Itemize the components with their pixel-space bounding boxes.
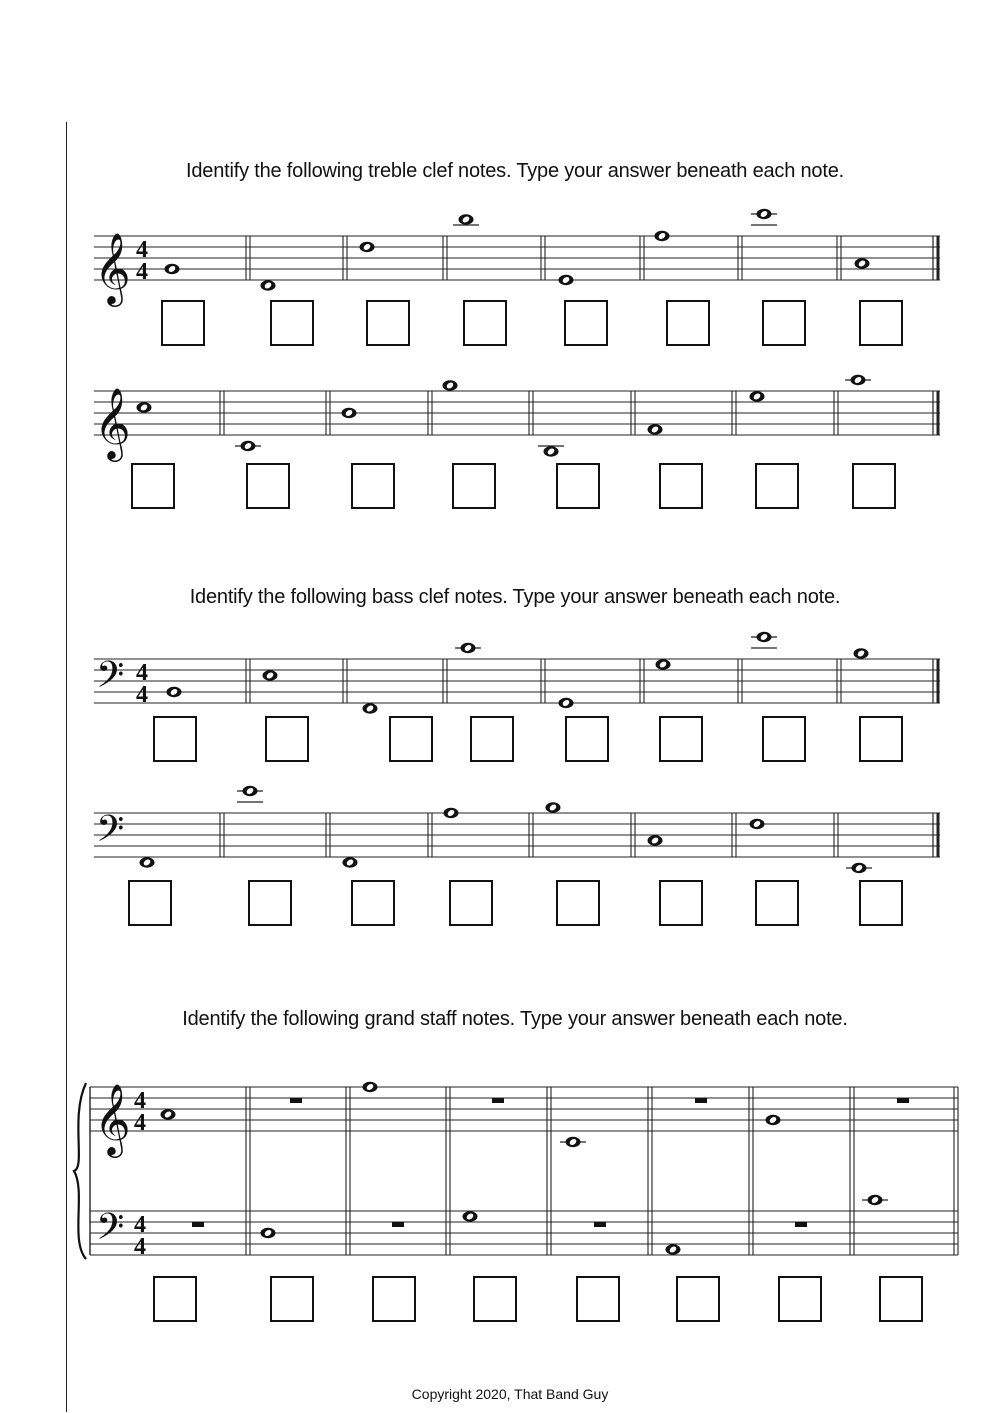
whole-note [751,209,777,225]
whole-rest [897,1098,909,1103]
whole-note [559,698,574,708]
treble-instruction: Identify the following treble clef notes. Type your answer beneath each note. [186,160,844,182]
whole-note [559,275,574,285]
whole-note [845,375,871,385]
whole-note [261,1228,276,1238]
whole-note [137,402,152,412]
whole-note [453,214,479,225]
whole-note [648,424,663,434]
whole-note [766,1115,781,1125]
answer-box-bass-row-2-3[interactable] [351,880,395,926]
whole-note [360,242,375,252]
answer-box-bass-row-2-2[interactable] [248,880,292,926]
whole-note [444,808,459,818]
time-signature-bottom: 4 [136,682,148,708]
answer-box-treble-row-2-3[interactable] [351,463,395,509]
answer-box-grand-staff-3[interactable] [372,1276,416,1322]
answer-box-grand-staff-4[interactable] [473,1276,517,1322]
bass-clef-icon: 𝄢 [96,1206,125,1257]
answer-box-grand-staff-2[interactable] [270,1276,314,1322]
whole-note [455,643,481,653]
treble-clef-icon: 𝄞 [94,231,131,304]
whole-note [855,258,870,268]
whole-note [846,863,872,873]
whole-note [263,670,278,680]
answer-box-treble-row-1-8[interactable] [859,300,903,346]
answer-box-bass-row-1-2[interactable] [265,716,309,762]
whole-note [261,280,276,290]
whole-rest [192,1222,204,1227]
time-signature-bottom: 4 [134,1110,146,1136]
answer-box-treble-row-2-4[interactable] [452,463,496,509]
answer-box-treble-row-1-7[interactable] [762,300,806,346]
answer-box-treble-row-1-4[interactable] [463,300,507,346]
whole-note [751,632,777,648]
whole-note [363,1082,378,1092]
answer-box-bass-row-2-8[interactable] [859,880,903,926]
whole-note [750,391,765,401]
whole-note [237,786,263,802]
whole-note [342,408,357,418]
whole-note [750,819,765,829]
whole-note [656,659,671,669]
bass-instruction: Identify the following bass clef notes. Type your answer beneath each note. [189,586,841,608]
time-signature-bottom: 4 [136,259,148,285]
answer-box-treble-row-2-1[interactable] [131,463,175,509]
answer-box-bass-row-2-5[interactable] [556,880,600,926]
whole-rest [392,1222,404,1227]
answer-box-treble-row-2-5[interactable] [556,463,600,509]
whole-note [161,1109,176,1119]
brace-icon [74,1083,86,1259]
answer-box-treble-row-1-1[interactable] [161,300,205,346]
treble-clef-icon: 𝄞 [94,386,131,459]
copyright-footer: Copyright 2020, That Band Guy [411,1386,609,1402]
whole-note [854,648,869,658]
answer-box-bass-row-1-4[interactable] [470,716,514,762]
answer-box-grand-staff-7[interactable] [778,1276,822,1322]
answer-box-bass-row-1-6[interactable] [659,716,703,762]
grand-staff-instruction: Identify the following grand staff notes. Type your answer beneath each note. [182,1008,848,1030]
whole-note [140,857,155,867]
answer-box-grand-staff-6[interactable] [676,1276,720,1322]
whole-rest [594,1222,606,1227]
answer-box-treble-row-2-2[interactable] [246,463,290,509]
answer-box-treble-row-1-2[interactable] [270,300,314,346]
whole-note [546,802,561,812]
whole-rest [492,1098,504,1103]
answer-box-grand-staff-8[interactable] [879,1276,923,1322]
whole-note [862,1195,888,1205]
answer-box-grand-staff-1[interactable] [153,1276,197,1322]
time-signature-top: 4 [136,660,148,686]
whole-note [560,1137,586,1147]
whole-note [165,264,180,274]
answer-box-treble-row-1-5[interactable] [564,300,608,346]
whole-note [666,1244,681,1254]
whole-note [463,1211,478,1221]
answer-box-bass-row-1-5[interactable] [565,716,609,762]
time-signature-top: 4 [134,1088,146,1114]
time-signature-top: 4 [136,237,148,263]
whole-note [655,231,670,241]
answer-box-bass-row-1-7[interactable] [762,716,806,762]
answer-box-bass-row-2-6[interactable] [659,880,703,926]
answer-box-bass-row-2-7[interactable] [755,880,799,926]
whole-rest [795,1222,807,1227]
answer-box-treble-row-2-7[interactable] [755,463,799,509]
whole-rest [695,1098,707,1103]
answer-box-treble-row-2-8[interactable] [852,463,896,509]
answer-box-treble-row-2-6[interactable] [659,463,703,509]
answer-box-treble-row-1-3[interactable] [366,300,410,346]
whole-rest [290,1098,302,1103]
whole-note [363,703,378,713]
time-signature-bottom: 4 [134,1234,146,1260]
whole-note [343,857,358,867]
answer-box-bass-row-2-1[interactable] [128,880,172,926]
whole-note [235,441,261,451]
bass-clef-icon: 𝄢 [96,808,125,859]
answer-box-bass-row-2-4[interactable] [449,880,493,926]
whole-note [648,835,663,845]
bass-clef-icon: 𝄢 [96,654,125,705]
whole-note [167,687,182,697]
answer-box-grand-staff-5[interactable] [576,1276,620,1322]
grand-staff [0,1060,1000,1270]
whole-note [538,446,564,457]
whole-note [443,380,458,390]
answer-box-bass-row-1-1[interactable] [153,716,197,762]
answer-box-bass-row-1-3[interactable] [389,716,433,762]
answer-box-bass-row-1-8[interactable] [859,716,903,762]
treble-clef-icon: 𝄞 [94,1082,131,1155]
time-signature-top: 4 [134,1212,146,1238]
answer-box-treble-row-1-6[interactable] [666,300,710,346]
